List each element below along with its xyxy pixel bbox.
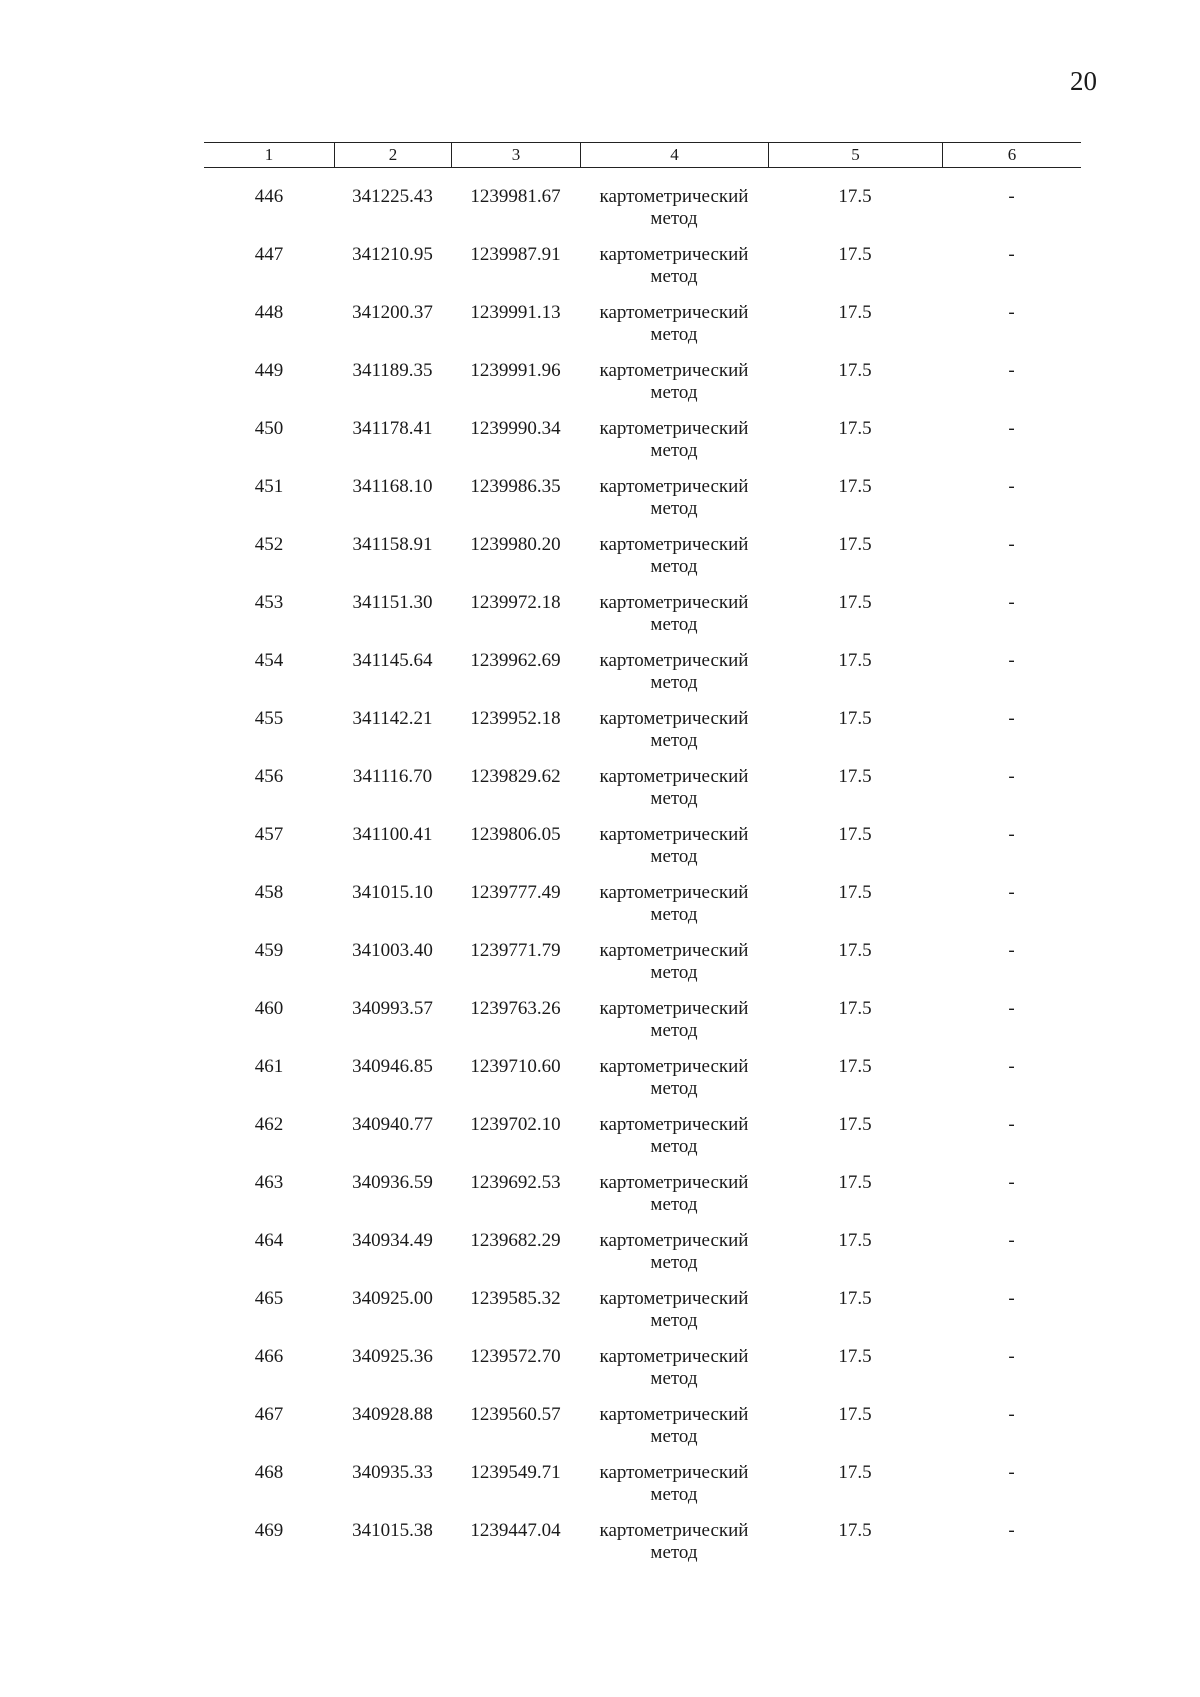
method-line-1: картометрический [599,1346,749,1367]
table-row [204,1056,1081,1114]
x-coordinate-cell: 341015.38 [352,1520,433,1541]
point-number-cell: 449 [254,360,284,381]
note-cell: - [1008,1288,1015,1309]
method-line-2: метод [650,904,698,925]
y-coordinate-cell: 1239980.20 [470,534,561,555]
method-line-2: метод [650,614,698,635]
point-number-cell: 457 [254,824,284,845]
method-cell [580,998,768,1056]
method-line-1: картометрический [599,244,749,265]
method-line-2: метод [650,266,698,287]
method-line-1: картометрический [599,1230,749,1251]
note-cell: - [1008,766,1015,787]
method-cell [580,1288,768,1346]
method-line-2: метод [650,1194,698,1215]
note-cell: - [1008,1056,1015,1077]
table-row [204,186,1081,244]
method-line-1: картометрический [599,708,749,729]
page-number: 20 [1070,66,1097,96]
coordinates-table-body [204,186,1081,1578]
table-header-row [204,142,1081,168]
accuracy-cell: 17.5 [838,418,872,439]
y-coordinate-cell: 1239986.35 [470,476,561,497]
accuracy-cell: 17.5 [838,1230,872,1251]
note-cell: - [1008,534,1015,555]
column-header-2: 2 [334,143,451,167]
point-number-cell: 447 [254,244,284,265]
method-line-1: картометрический [599,1462,749,1483]
table-row [204,534,1081,592]
method-line-1: картометрический [599,1172,749,1193]
accuracy-cell: 17.5 [838,1520,872,1541]
method-line-1: картометрический [599,940,749,961]
x-coordinate-cell: 341189.35 [352,360,433,381]
x-coordinate-cell: 340925.00 [352,1288,433,1309]
method-line-2: метод [650,498,698,519]
note-cell: - [1008,650,1015,671]
method-line-1: картометрический [599,1056,749,1077]
accuracy-cell: 17.5 [838,708,872,729]
point-number-cell: 460 [254,998,284,1019]
point-number-cell: 448 [254,302,284,323]
point-number-cell: 459 [254,940,284,961]
method-cell [580,1056,768,1114]
note-cell: - [1008,940,1015,961]
point-number-cell: 446 [254,186,284,207]
y-coordinate-cell: 1239990.34 [470,418,561,439]
table-row [204,766,1081,824]
point-number-cell: 461 [254,1056,284,1077]
point-number-cell: 456 [254,766,284,787]
method-line-2: метод [650,1078,698,1099]
method-cell [580,1520,768,1578]
accuracy-cell: 17.5 [838,940,872,961]
table-row [204,824,1081,882]
x-coordinate-cell: 341158.91 [352,534,433,555]
note-cell: - [1008,1114,1015,1135]
point-number-cell: 450 [254,418,284,439]
table-row [204,650,1081,708]
table-row [204,1346,1081,1404]
method-cell [580,476,768,534]
x-coordinate-cell: 341151.30 [352,592,433,613]
method-cell [580,650,768,708]
accuracy-cell: 17.5 [838,998,872,1019]
table-row [204,1230,1081,1288]
method-cell [580,302,768,360]
note-cell: - [1008,1230,1015,1251]
method-line-1: картометрический [599,360,749,381]
y-coordinate-cell: 1239991.13 [470,302,561,323]
method-line-2: метод [650,208,698,229]
accuracy-cell: 17.5 [838,186,872,207]
method-cell [580,534,768,592]
y-coordinate-cell: 1239560.57 [470,1404,561,1425]
method-line-2: метод [650,1484,698,1505]
accuracy-cell: 17.5 [838,1462,872,1483]
point-number-cell: 467 [254,1404,284,1425]
note-cell: - [1008,186,1015,207]
method-line-1: картометрический [599,766,749,787]
y-coordinate-cell: 1239572.70 [470,1346,561,1367]
x-coordinate-cell: 340928.88 [352,1404,433,1425]
column-header-4: 4 [580,143,768,167]
y-coordinate-cell: 1239962.69 [470,650,561,671]
accuracy-cell: 17.5 [838,882,872,903]
method-cell [580,418,768,476]
method-line-2: метод [650,846,698,867]
y-coordinate-cell: 1239763.26 [470,998,561,1019]
table-row [204,360,1081,418]
x-coordinate-cell: 340946.85 [352,1056,433,1077]
accuracy-cell: 17.5 [838,1288,872,1309]
method-line-2: метод [650,1136,698,1157]
note-cell: - [1008,1462,1015,1483]
accuracy-cell: 17.5 [838,1346,872,1367]
note-cell: - [1008,1520,1015,1541]
table-row [204,302,1081,360]
method-line-2: метод [650,672,698,693]
y-coordinate-cell: 1239972.18 [470,592,561,613]
method-line-1: картометрический [599,186,749,207]
method-line-2: метод [650,556,698,577]
method-line-1: картометрический [599,302,749,323]
point-number-cell: 468 [254,1462,284,1483]
table-row [204,1462,1081,1520]
accuracy-cell: 17.5 [838,824,872,845]
accuracy-cell: 17.5 [838,1056,872,1077]
column-header-6: 6 [942,143,1081,167]
note-cell: - [1008,418,1015,439]
method-line-1: картометрический [599,650,749,671]
point-number-cell: 466 [254,1346,284,1367]
y-coordinate-cell: 1239549.71 [470,1462,561,1483]
point-number-cell: 452 [254,534,284,555]
accuracy-cell: 17.5 [838,244,872,265]
method-line-2: метод [650,1426,698,1447]
column-header-3: 3 [451,143,580,167]
table-row [204,1288,1081,1346]
accuracy-cell: 17.5 [838,360,872,381]
y-coordinate-cell: 1239806.05 [470,824,561,845]
method-line-1: картометрический [599,592,749,613]
y-coordinate-cell: 1239692.53 [470,1172,561,1193]
accuracy-cell: 17.5 [838,302,872,323]
y-coordinate-cell: 1239981.67 [470,186,561,207]
table-row [204,708,1081,766]
x-coordinate-cell: 340940.77 [352,1114,433,1135]
accuracy-cell: 17.5 [838,534,872,555]
method-line-1: картометрический [599,824,749,845]
point-number-cell: 469 [254,1520,284,1541]
x-coordinate-cell: 341003.40 [352,940,433,961]
method-line-1: картометрический [599,1520,749,1541]
note-cell: - [1008,476,1015,497]
x-coordinate-cell: 341225.43 [352,186,433,207]
x-coordinate-cell: 340934.49 [352,1230,433,1251]
note-cell: - [1008,302,1015,323]
x-coordinate-cell: 341142.21 [352,708,433,729]
method-line-2: метод [650,1542,698,1563]
note-cell: - [1008,708,1015,729]
x-coordinate-cell: 341210.95 [352,244,433,265]
table-row [204,940,1081,998]
x-coordinate-cell: 341178.41 [352,418,433,439]
method-line-2: метод [650,1368,698,1389]
method-cell [580,824,768,882]
x-coordinate-cell: 341145.64 [352,650,433,671]
method-line-2: метод [650,1252,698,1273]
method-line-2: метод [650,962,698,983]
method-cell [580,592,768,650]
accuracy-cell: 17.5 [838,1404,872,1425]
y-coordinate-cell: 1239710.60 [470,1056,561,1077]
y-coordinate-cell: 1239771.79 [470,940,561,961]
point-number-cell: 462 [254,1114,284,1135]
table-row [204,1172,1081,1230]
method-line-2: метод [650,324,698,345]
table-row [204,998,1081,1056]
method-line-2: метод [650,1310,698,1331]
accuracy-cell: 17.5 [838,1172,872,1193]
method-cell [580,940,768,998]
method-line-2: метод [650,730,698,751]
accuracy-cell: 17.5 [838,592,872,613]
method-cell [580,708,768,766]
point-number-cell: 451 [254,476,284,497]
method-cell [580,1230,768,1288]
method-cell [580,360,768,418]
point-number-cell: 465 [254,1288,284,1309]
method-line-1: картометрический [599,1404,749,1425]
method-cell [580,1404,768,1462]
method-cell [580,1114,768,1172]
method-line-1: картометрический [599,534,749,555]
method-line-1: картометрический [599,882,749,903]
x-coordinate-cell: 341100.41 [352,824,433,845]
note-cell: - [1008,1346,1015,1367]
method-line-2: метод [650,382,698,403]
y-coordinate-cell: 1239952.18 [470,708,561,729]
point-number-cell: 463 [254,1172,284,1193]
method-line-2: метод [650,788,698,809]
method-cell [580,1346,768,1404]
table-row [204,1404,1081,1462]
method-line-2: метод [650,440,698,461]
note-cell: - [1008,1404,1015,1425]
method-cell [580,1462,768,1520]
method-cell [580,882,768,940]
accuracy-cell: 17.5 [838,650,872,671]
point-number-cell: 454 [254,650,284,671]
method-line-1: картометрический [599,1288,749,1309]
x-coordinate-cell: 341200.37 [352,302,433,323]
method-cell [580,186,768,244]
x-coordinate-cell: 340936.59 [352,1172,433,1193]
accuracy-cell: 17.5 [838,476,872,497]
method-cell [580,244,768,302]
accuracy-cell: 17.5 [838,1114,872,1135]
y-coordinate-cell: 1239987.91 [470,244,561,265]
point-number-cell: 464 [254,1230,284,1251]
y-coordinate-cell: 1239829.62 [470,766,561,787]
column-header-1: 1 [264,145,274,164]
accuracy-cell: 17.5 [838,766,872,787]
table-row [204,1520,1081,1578]
x-coordinate-cell: 341168.10 [352,476,433,497]
note-cell: - [1008,360,1015,381]
y-coordinate-cell: 1239682.29 [470,1230,561,1251]
note-cell: - [1008,1172,1015,1193]
method-cell [580,766,768,824]
table-row [204,592,1081,650]
method-line-1: картометрический [599,998,749,1019]
point-number-cell: 453 [254,592,284,613]
method-line-1: картометрический [599,418,749,439]
method-cell [580,1172,768,1230]
x-coordinate-cell: 340925.36 [352,1346,433,1367]
point-number-cell: 455 [254,708,284,729]
x-coordinate-cell: 340993.57 [352,998,433,1019]
table-row [204,882,1081,940]
method-line-1: картометрический [599,1114,749,1135]
note-cell: - [1008,998,1015,1019]
point-number-cell: 458 [254,882,284,903]
y-coordinate-cell: 1239585.32 [470,1288,561,1309]
note-cell: - [1008,824,1015,845]
y-coordinate-cell: 1239447.04 [470,1520,561,1541]
method-line-1: картометрический [599,476,749,497]
table-row [204,476,1081,534]
column-header-5: 5 [768,143,942,167]
y-coordinate-cell: 1239702.10 [470,1114,561,1135]
table-row [204,244,1081,302]
y-coordinate-cell: 1239777.49 [470,882,561,903]
x-coordinate-cell: 340935.33 [352,1462,433,1483]
table-row [204,418,1081,476]
table-row [204,1114,1081,1172]
x-coordinate-cell: 341015.10 [352,882,433,903]
y-coordinate-cell: 1239991.96 [470,360,561,381]
note-cell: - [1008,244,1015,265]
note-cell: - [1008,592,1015,613]
x-coordinate-cell: 341116.70 [352,766,433,787]
method-line-2: метод [650,1020,698,1041]
note-cell: - [1008,882,1015,903]
